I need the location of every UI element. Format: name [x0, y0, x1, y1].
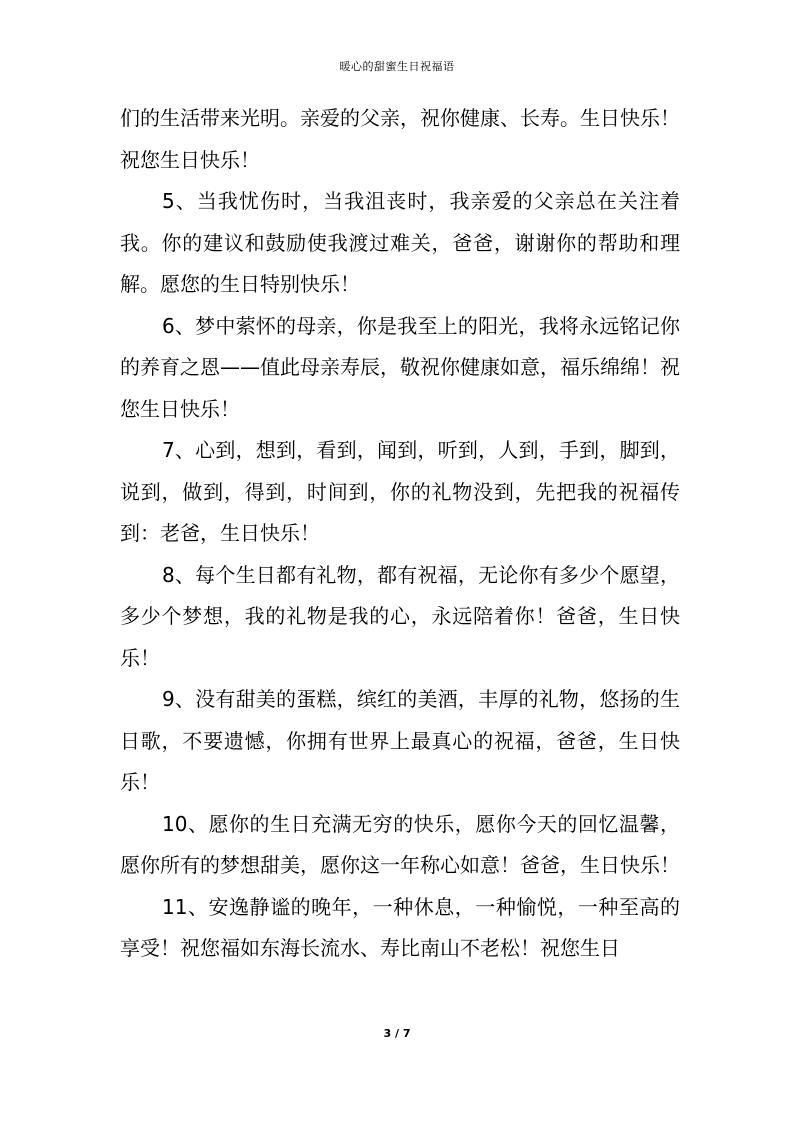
- page-number: 3 / 7: [383, 1027, 411, 1040]
- paragraph-item-9: 9、没有甜美的蛋糕，缤红的美酒，丰厚的礼物，悠扬的生日歌，不要遗憾，你拥有世界上最真心的祝福，爸爸，生日快乐！: [120, 687, 680, 794]
- document-header-title: 暖心的甜蜜生日祝福语: [339, 60, 455, 73]
- document-body: [120, 98, 680, 970]
- paragraph-item-7: 7、心到，想到，看到，闻到，听到，人到，手到，脚到，说到，做到，得到，时间到，你的礼物没到，先把我的祝福传到：老爸，生日快乐！: [120, 438, 680, 545]
- paragraph-item-6: 6、梦中萦怀的母亲，你是我至上的阳光，我将永远铭记你的养育之恩——值此母亲寿辰，敬祝你健康如意，福乐绵绵！祝您生日快乐！: [120, 313, 680, 421]
- paragraph-continuation: 们的生活带来光明。亲爱的父亲，祝你健康、长寿。生日快乐！祝您生日快乐！: [120, 106, 680, 172]
- paragraph-item-10: 10、愿你的生日充满无穷的快乐，愿你今天的回忆温馨，愿你所有的梦想甜美，愿你这一年称心如意！爸爸，生日快乐！: [120, 811, 680, 877]
- paragraph-item-8: 8、每个生日都有礼物，都有祝福，无论你有多少个愿望，多少个梦想，我的礼物是我的心，永远陪着你！爸爸，生日快乐！: [120, 562, 680, 670]
- paragraph-item-11: 11、安逸静谧的晚年，一种休息，一种愉悦，一种至高的享受！祝您福如东海长流水、寿比南山不老松！祝您生日: [120, 894, 680, 960]
- paragraph-item-5: 5、当我忧伤时，当我沮丧时，我亲爱的父亲总在关注着我。你的建议和鼓励使我渡过难关，爸爸，谢谢你的帮助和理解。愿您的生日特别快乐！: [120, 189, 680, 296]
